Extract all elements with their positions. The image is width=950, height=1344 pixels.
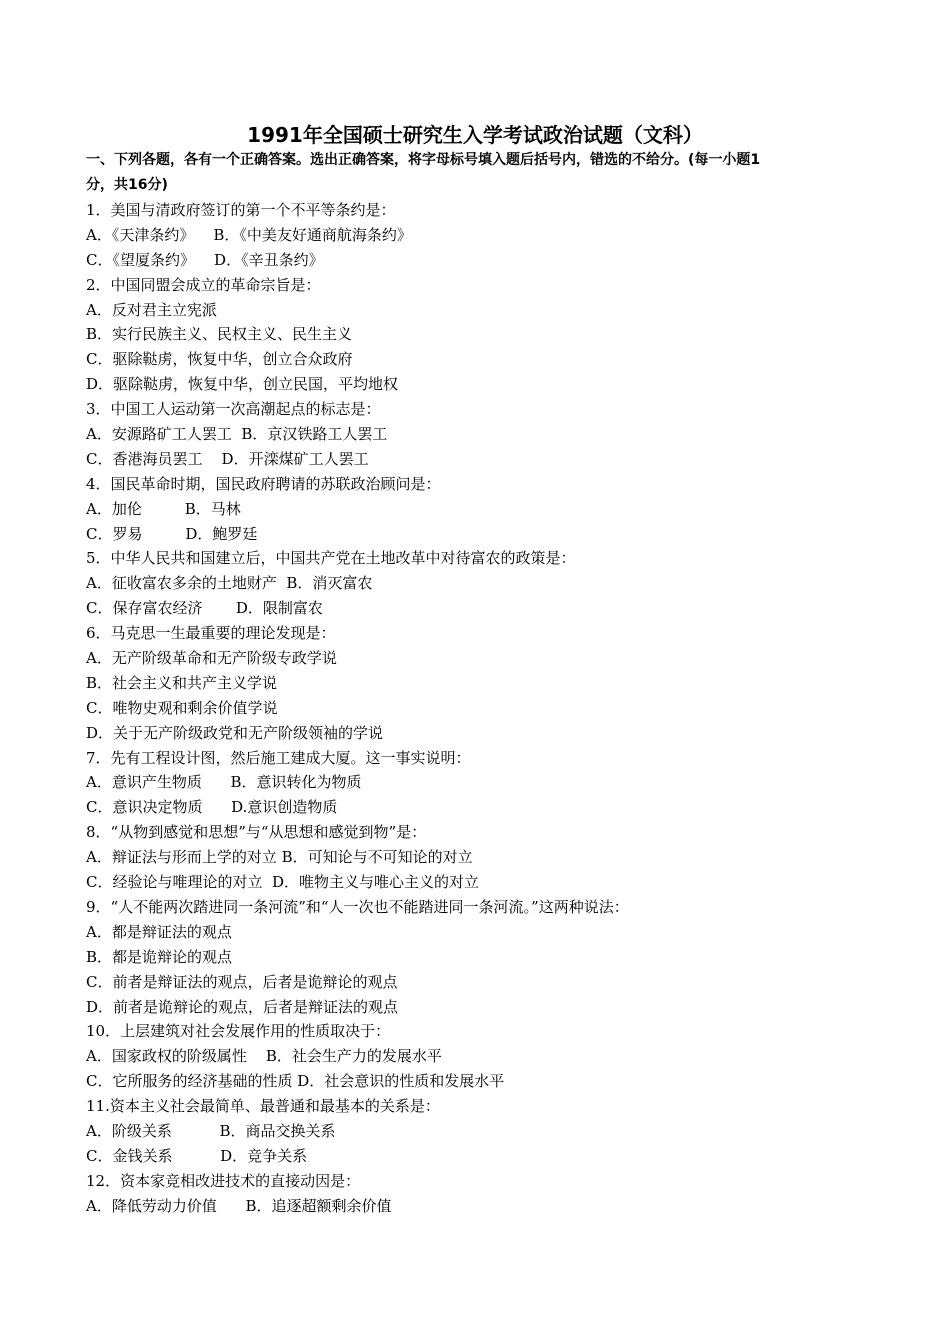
document-line: 9．“人不能两次踏进同一条河流”和“人一次也不能踏进同一条河流。”这两种说法：: [86, 897, 629, 916]
document-line: 10．上层建筑对社会发展作用的性质取决于：: [86, 1022, 391, 1041]
document-line: B．实行民族主义、民权主义、民生主义: [86, 325, 353, 344]
document-line: A．阶级关系 B．商品交换关系: [86, 1121, 336, 1140]
document-title: 1991年全国硕士研究生入学考试政治试题（文科）: [247, 123, 703, 147]
document-line: A．无产阶级革命和无产阶级专政学说: [86, 649, 337, 668]
document-line: A．降低劳动力价值 B．追逐超额剩余价值: [86, 1196, 392, 1215]
document-line: C．金钱关系 D．竞争关系: [86, 1146, 308, 1165]
document-line: B．都是诡辩论的观点: [86, 947, 233, 966]
document-line: A．《天津条约》 B．《中美友好通商航海条约》: [86, 225, 412, 244]
document-line: A．都是辩证法的观点: [86, 922, 232, 941]
document-line: 3．中国工人运动第一次高潮起点的标志是：: [86, 400, 381, 419]
document-line: 1．美国与清政府签订的第一个不平等条约是：: [86, 201, 396, 219]
document-line: A．安源路矿工人罢工 B．京汉铁路工人罢工: [86, 425, 388, 444]
document-line: C．驱除鞑虏，恢复中华，创立合众政府: [86, 350, 353, 369]
document-line: C．它所服务的经济基础的性质 D．社会意识的性质和发展水平: [86, 1072, 505, 1091]
document-line: C．唯物史观和剩余价值学说: [86, 698, 278, 717]
document-line: A．征收富农多余的土地财产 B．消灭富农: [86, 574, 373, 593]
document-line: A．反对君主立宪派: [86, 300, 217, 319]
document-line: A．加伦 B．马林: [86, 499, 241, 518]
document-line: B．社会主义和共产主义学说: [86, 673, 278, 692]
document-line: A．意识产生物质 B．意识转化为物质: [86, 773, 362, 792]
document-line: D．关于无产阶级政党和无产阶级领袖的学说: [86, 723, 384, 742]
document-line: C．罗易 D．鲍罗廷: [86, 524, 258, 543]
document-line: 7．先有工程设计图，然后施工建成大厦。这一事实说明：: [86, 748, 471, 767]
document-line: 8．“从物到感觉和思想”与“从思想和感觉到物”是：: [86, 823, 427, 842]
document-line: A．辩证法与形而上学的对立 B．可知论与不可知论的对立: [86, 848, 473, 867]
section-instruction-line-1: 一、下列各题，各有一个正确答案。选出正确答案，将字母标号填入题后括号内，错选的不给分。(每一小题1: [86, 152, 761, 168]
document-line: 12．资本家竞相改进技术的直接动因是：: [86, 1171, 361, 1190]
question-list: [86, 198, 926, 1219]
section-instruction-line-2: 分，共16分): [86, 177, 168, 193]
document-line: 11.资本主义社会最简单、最普通和最基本的关系是：: [86, 1097, 440, 1116]
document-line: 2．中国同盟会成立的革命宗旨是：: [86, 275, 321, 294]
document-line: 4．国民革命时期，国民政府聘请的苏联政治顾问是：: [86, 474, 441, 493]
document-line: C．前者是辩证法的观点，后者是诡辩论的观点: [86, 972, 398, 991]
document-line: 5．中华人民共和国建立后，中国共产党在土地改革中对待富农的政策是：: [86, 549, 576, 568]
document-line: D．前者是诡辩论的观点，后者是辩证法的观点: [86, 997, 399, 1016]
document-line: C．意识决定物质 D.意识创造物质: [86, 798, 338, 817]
document-line: C．经验论与唯理论的对立 D．唯物主义与唯心主义的对立: [86, 873, 480, 892]
document-line: A．国家政权的阶级属性 B．社会生产力的发展水平: [86, 1047, 442, 1066]
document-line: C．保存富农经济 D．限制富农: [86, 599, 323, 618]
document-line: D．驱除鞑虏，恢复中华，创立民国，平均地权: [86, 375, 399, 394]
document-line: C．《望厦条约》 D．《辛丑条约》: [86, 250, 324, 269]
document-line: C．香港海员罢工 D．开滦煤矿工人罢工: [86, 449, 369, 468]
document-line: 6．马克思一生最重要的理论发现是：: [86, 624, 336, 643]
